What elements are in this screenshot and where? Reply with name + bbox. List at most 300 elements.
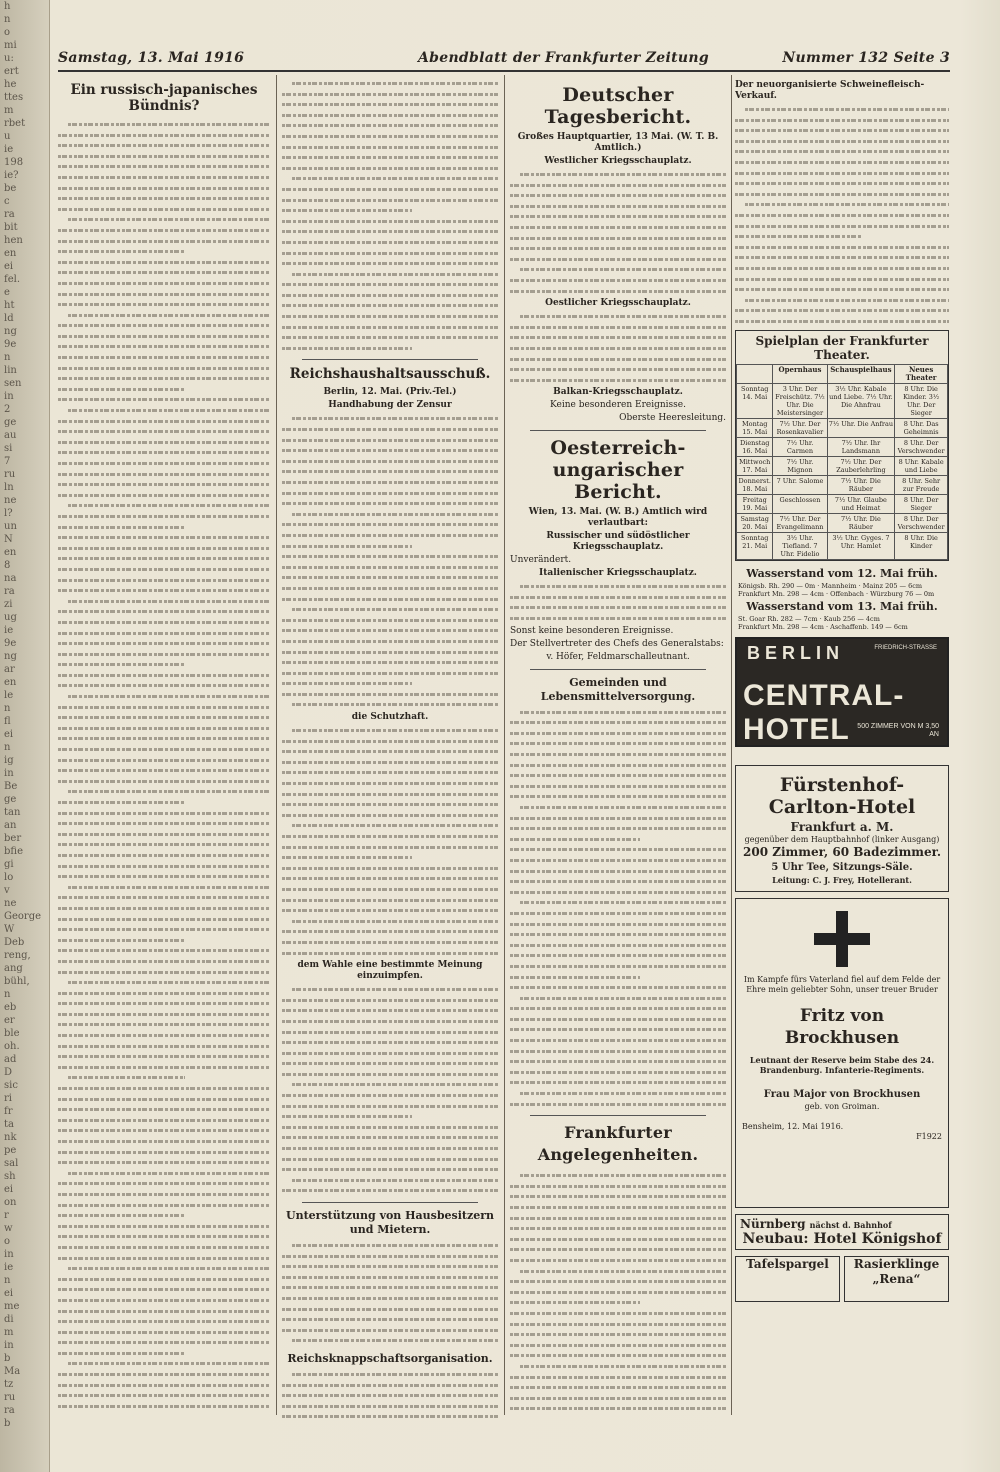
text-line [58,1125,270,1136]
text-line [58,1051,270,1062]
text-line [282,926,498,937]
text-line [58,1200,270,1211]
text-line [510,233,726,244]
edge-fragment: fl [4,716,11,727]
text-line [510,243,726,254]
text-line [282,1401,498,1412]
edge-fragment: ge [4,417,17,428]
edge-fragment: n [4,742,11,753]
text-line [282,445,498,456]
edge-fragment: n [4,1275,11,1286]
edge-fragment: w [4,1223,13,1234]
text-line [510,791,726,802]
edge-fragment: gi [4,859,14,870]
ad-hotel-name: Fürstenhof-Carlton-Hotel [768,774,916,818]
text-line [282,477,498,488]
article-body [510,1170,726,1418]
text-line [282,435,498,446]
text-line [58,331,270,342]
edge-fragment: un [4,521,17,532]
text-line [735,316,949,327]
text-line [282,636,498,647]
edge-fragment: 9e [4,339,17,350]
text-line [58,236,270,247]
edge-fragment: an [4,820,17,831]
text-line [282,594,498,605]
edge-fragment: o [4,1236,11,1247]
text-line [282,1122,498,1133]
water-levels [735,567,949,631]
text-line [510,1266,726,1277]
text-line [510,781,726,792]
text-line [282,1058,498,1069]
edge-fragment: u [4,131,11,142]
text-line [510,950,726,961]
ad-manager: Leitung: C. J. Frey, Hotellerant. [772,875,912,885]
text-line [282,1390,498,1401]
table-cell: 3½ Uhr. Kabale und Liebe. 7½ Uhr. Die Ahnfrau [827,384,895,419]
edge-fragment: ie [4,1262,14,1273]
text-line [510,1067,726,1078]
text-line [58,193,270,204]
text-line [58,744,270,755]
text-line [510,1287,726,1298]
text-line [58,786,270,797]
water-level-title-12: Wasserstand vom 12. Mai früh. [746,567,938,580]
table-row [737,419,948,438]
article-body [735,104,949,330]
text-line [58,246,270,257]
text-line [58,1221,270,1232]
text-line [58,384,270,395]
text-line [58,341,270,352]
text-line [510,749,726,760]
edge-fragment: ei [4,729,14,740]
edge-fragment: e [4,287,10,298]
text-line [282,583,498,594]
text-line [282,831,498,842]
text-line [58,850,270,861]
text-line [282,1175,498,1186]
table-cell: 8 Uhr. Die Kinder. 3½ Uhr. Der Sieger [895,384,948,419]
text-line [510,581,726,592]
text-line [282,509,498,520]
subheading-zensur: Handhabung der Zensur [328,400,452,411]
text-line [58,1147,270,1158]
edge-fragment: 7 [4,456,11,467]
article-heading: Der neuorganisierte Schweinefleisch-Verkauf. [735,80,925,101]
edge-fragment: di [4,1314,14,1325]
ad-rooms: 500 ZIMMER VON M 3,50 AN [857,723,939,738]
edge-fragment: mi [4,40,17,51]
text-line [510,343,726,354]
ad-city-text: Nürnberg [740,1217,806,1231]
text-line [510,1077,726,1088]
text-line [735,210,949,221]
text-line [510,823,726,834]
ad-spargel [735,1256,840,1302]
text-line [58,214,270,225]
signature: Oberste Heeresleitung. [619,413,726,424]
text-line [58,882,270,893]
ad-title: Tafelspargel [746,1257,829,1271]
text-line [282,948,498,959]
edge-fragment: lo [4,872,14,883]
text-line [510,1202,726,1213]
text-line [58,765,270,776]
column-2 [282,78,498,1418]
text-line [282,78,498,89]
text-line [58,479,270,490]
edge-fragment: l? [4,508,13,519]
text-line [510,1024,726,1035]
text-line [282,1335,498,1346]
text-line [282,668,498,679]
text-line [58,543,270,554]
text-line [58,617,270,628]
text-line [282,778,498,789]
text-line [58,447,270,458]
text-line [282,205,498,216]
text-line [510,1255,726,1266]
text-line [282,142,498,153]
text-line [735,104,949,115]
edge-fragment: ttes [4,92,24,103]
text-line [282,984,498,995]
edge-fragment: fr [4,1106,13,1117]
edge-fragment: he [4,79,17,90]
text-line [58,1401,270,1412]
text-line [58,416,270,427]
text-line [282,131,498,142]
issue-date: Samstag, 13. Mai 1916 [58,50,245,66]
text-line [58,1253,270,1264]
edge-fragment: hen [4,235,23,246]
edge-fragment: o [4,27,11,38]
text-line [282,152,498,163]
text-line [282,1037,498,1048]
text-line [510,876,726,887]
text-line [58,585,270,596]
edge-fragment: tz [4,1379,14,1390]
ad-city: BERLIN [747,643,844,663]
text-line [58,140,270,151]
edge-fragment: le [4,690,14,701]
edge-fragment: ber [4,833,22,844]
text-line [510,354,726,365]
table-row [737,457,948,476]
edge-fragment: ei [4,1184,14,1195]
text-line [58,458,270,469]
edge-fragment: ad [4,1054,17,1065]
text-line [282,699,498,710]
report-body [510,311,726,385]
text-line [282,689,498,700]
text-line [510,1308,726,1319]
text-line [510,982,726,993]
edge-fragment: ge [4,794,17,805]
text-line [282,1261,498,1272]
table-header: Neues Theater [895,365,948,384]
edge-fragment: ht [4,300,15,311]
water-level-row: St. Goar Rh. 282 — 7cm · Kaub 256 — 4cm [738,615,880,623]
column-rule [731,75,732,1415]
text-line [58,1295,270,1306]
text-line [282,1079,498,1090]
notice-text: Im Kampfe fürs Vaterland fiel auf dem Felde der Ehre mein geliebter Sohn, unser treuer Bruder [743,975,941,994]
text-line [58,1316,270,1327]
edge-fragment: 198 [4,157,24,168]
text-line [282,884,498,895]
edge-fragment: Ma [4,1366,21,1377]
text-line [510,1297,726,1308]
text-line [58,373,270,384]
text-line [510,1361,726,1372]
edge-fragment: bfie [4,846,23,857]
text-line [510,222,726,233]
edge-fragment: sh [4,1171,16,1182]
edge-fragment: in [4,391,14,402]
report-body [510,169,726,296]
text-line [510,375,726,386]
edge-fragment: in [4,768,14,779]
text-line [58,1030,270,1041]
text-line [58,257,270,268]
text-line [282,1143,498,1154]
text-line [282,905,498,916]
table-row [737,495,948,514]
text-line [735,115,949,126]
text-line [735,221,949,232]
ad-tea: 5 Uhr Tee, Sitzungs-Säle. [771,862,913,873]
mourner-nee: geb. von Groiman. [804,1102,880,1111]
text-line [282,99,498,110]
ad-central-hotel [735,637,949,747]
edge-fragment: ne [4,495,17,506]
table-row [737,533,948,560]
edge-fragment: bühl, [4,976,30,987]
text-line [510,897,726,908]
edge-fragment: 9e [4,638,17,649]
text-line [58,405,270,416]
text-line [510,211,726,222]
edge-fragment: ru [4,1392,16,1403]
masthead [58,50,950,72]
table-cell: Montag 15. Mai [737,419,773,438]
text-line [282,519,498,530]
subheading-russ: Russischer und südöstlicher Kriegsschauplatz. [546,531,690,553]
edge-fragment: ri [4,1093,12,1104]
text-line [510,1403,726,1414]
text-line [58,702,270,713]
edge-fragment: b [4,1353,11,1364]
text-line [58,670,270,681]
report-line: Der Stellvertreter des Chefs des Generalstabs: [510,638,724,649]
edge-fragment: n [4,352,11,363]
text-line [58,289,270,300]
text-line [735,274,949,285]
text-line [282,820,498,831]
table-header: Opernhaus [773,365,827,384]
deceased-name: Fritz von Brockhusen [784,1006,900,1048]
text-line [58,363,270,374]
text-line [735,284,949,295]
theater-schedule [735,330,949,561]
ad-hotel-name: CENTRAL-HOTEL [743,679,905,746]
edge-fragment: ne [4,898,17,909]
text-line [58,1358,270,1369]
iron-cross-icon [814,911,870,967]
edge-fragment: ar [4,664,15,675]
text-line [282,322,498,333]
text-line [58,723,270,734]
text-line [510,332,726,343]
text-line [58,1062,270,1073]
text-line [58,818,270,829]
text-line [735,189,949,200]
edge-fragment: ang [4,963,23,974]
ad-title: Rasierklinge „Rena“ [853,1257,940,1286]
article-body [282,984,498,1196]
text-line [282,789,498,800]
text-line [58,320,270,331]
text-line [58,1390,270,1401]
text-line [282,937,498,948]
text-line [58,797,270,808]
text-line [735,295,949,306]
table-cell: 7 Uhr. Salome [773,476,827,495]
edge-fragment: eb [4,1002,17,1013]
text-line [58,1009,270,1020]
edge-fragment: sal [4,1158,19,1169]
text-line [510,1181,726,1192]
text-line [510,972,726,983]
subheading-west: Westlicher Kriegsschauplatz. [544,156,692,166]
text-line [510,1170,726,1181]
edge-fragment: N [4,534,13,545]
ad-location: gegenüber dem Hauptbahnhof (linker Ausgang) [744,835,940,844]
text-line [58,1242,270,1253]
text-line [510,1046,726,1057]
text-line [282,1048,498,1059]
text-line [282,237,498,248]
edge-fragment: b [4,1418,11,1429]
text-line [282,647,498,658]
edge-fragment: c [4,196,10,207]
text-line [58,1284,270,1295]
article-title-bundnis: Ein russisch-japanisches Bündnis? [70,82,258,114]
deceased-rank: Leutnant der Reserve beim Stabe des 24. Brandenburg. Infanterie-Regiments. [749,1055,935,1075]
article-body [282,725,498,958]
edge-fragment: si [4,443,13,454]
text-line [282,842,498,853]
edge-fragment: Deb [4,937,25,948]
text-line [510,169,726,180]
ad-fuerstenhof [735,765,949,892]
text-line [510,993,726,1004]
text-line [510,961,726,972]
table-row [737,438,948,457]
text-line [58,998,270,1009]
table-cell: Sonntag 14. Mai [737,384,773,419]
text-line [282,562,498,573]
edge-fragment: sic [4,1080,18,1091]
text-line [282,424,498,435]
text-line [282,498,498,509]
notice-code: F1922 [916,1132,942,1141]
text-line [510,1056,726,1067]
text-line [58,755,270,766]
text-line [58,924,270,935]
text-line [282,725,498,736]
table-cell: 7½ Uhr. Die Räuber [827,476,895,495]
text-line [510,887,726,898]
text-line [510,1014,726,1025]
text-line [58,914,270,925]
text-line [58,130,270,141]
text-line [510,1223,726,1234]
text-line [510,1213,726,1224]
divider [530,1115,706,1116]
text-line [58,1157,270,1168]
text-line [735,157,949,168]
text-line [58,151,270,162]
text-line [510,802,726,813]
text-line [735,125,949,136]
table-cell: Freitag 19. Mai [737,495,773,514]
text-line [510,738,726,749]
text-line [510,866,726,877]
table-row [737,514,948,533]
text-line [282,572,498,583]
text-line [282,173,498,184]
text-line [58,1263,270,1274]
text-line [510,1234,726,1245]
text-line [510,264,726,275]
adjacent-page-edge [0,0,50,1472]
text-line [58,161,270,172]
text-line [58,606,270,617]
edge-fragment: ru [4,469,16,480]
page-number: Nummer 132 Seite 3 [782,50,950,66]
ad-rasierklinge [844,1256,949,1302]
table-cell: 8 Uhr. Der Verschwender [895,514,948,533]
text-line [510,770,726,781]
ad-rooms: 200 Zimmer, 60 Badezimmer. [743,845,941,859]
dateline: Berlin, 12. Mai. (Priv.-Tel.) [323,387,457,398]
text-line [282,1325,498,1336]
report-line: Sonst keine besonderen Ereignisse. [510,625,674,636]
text-line [282,1272,498,1283]
ad-hotel-name: Neubau: Hotel Königshof [742,1231,942,1247]
edge-fragment: m [4,105,14,116]
edge-fragment: ng [4,651,17,662]
article-title-frankfurt: Frankfurter Angelegenheiten. [537,1123,699,1165]
text-line [510,286,726,297]
divider [302,1202,478,1203]
edge-fragment: ert [4,66,19,77]
text-line [58,1019,270,1030]
text-line [735,252,949,263]
article-title-oesterreich: Oesterreich-ungarischer Bericht. [550,437,686,504]
text-line [282,163,498,174]
text-line [58,988,270,999]
text-line [282,413,498,424]
text-line [58,426,270,437]
edge-fragment: ig [4,755,14,766]
text-line [510,908,726,919]
text-line [282,1154,498,1165]
